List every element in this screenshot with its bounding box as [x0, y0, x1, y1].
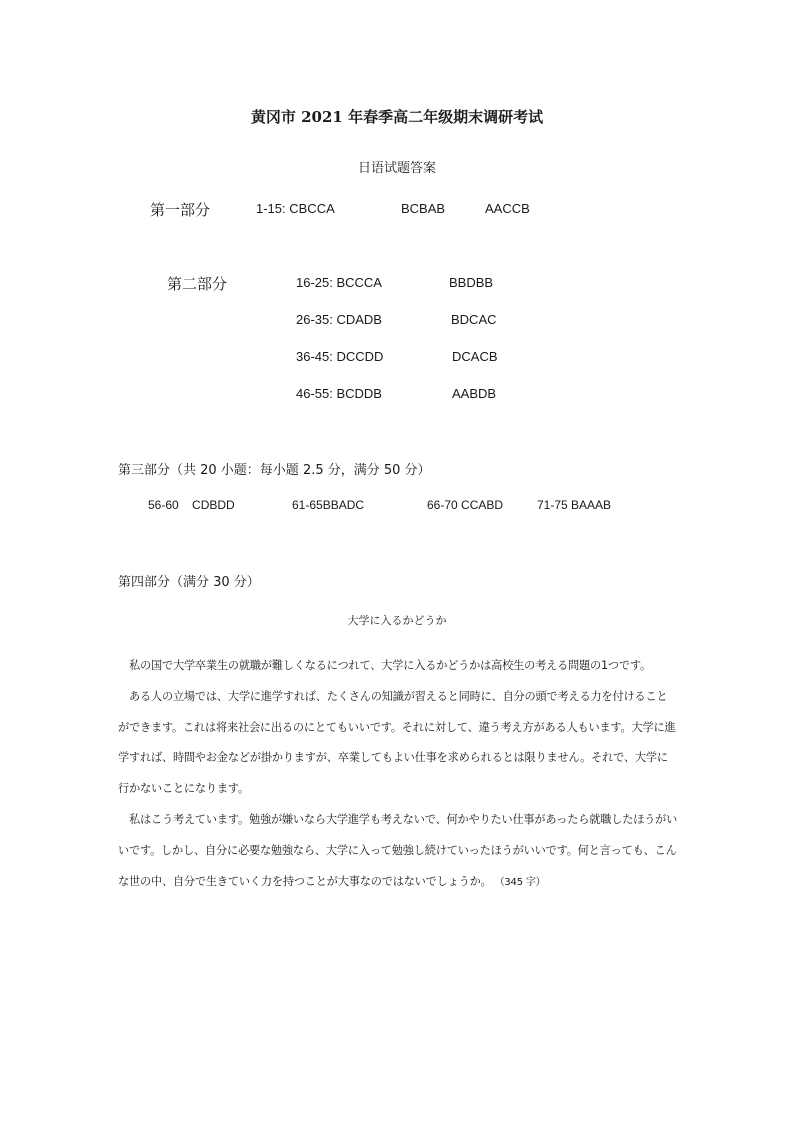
essay-paragraph-1: 私の国で大学卒業生の就職が難しくなるにつれて、大学に入るかどうかは高校生の考える問題の1つです。 [129, 659, 651, 672]
word-count: （345 字） [499, 876, 546, 888]
part4-heading: 第四部分（满分 30 分） [118, 575, 260, 590]
essay-title: 大学に入るかどうか [347, 614, 447, 627]
part3-answer-4: 71-75 BAAAB [537, 498, 612, 512]
part2-label: 第二部分 [167, 275, 228, 293]
essay-paragraph-3 [118, 805, 678, 898]
part3-answer-2: 61-65BBADC [292, 498, 365, 512]
part1-answer-3: AACCB [485, 201, 530, 216]
part3-heading: 第三部分（共 20 小题：每小题 2.5 分，满分 50 分） [118, 463, 431, 478]
essay-paragraph-2: ある人の立場では、大学に進学すれば、たくさんの知識が習えると同時に、自分の頭で考える力を付けることができます。これは将来社会に出るのにとてもいいです。それに対して、違う考え方がある人もいます。大学に進学すれば、時間やお金などが掛かりますが、卒業してもよい仕事を求められるとは限りません。それで、大学に行かないことになります。 [118, 689, 676, 796]
part1-label: 第一部分 [150, 201, 211, 219]
part2-row-2-b: BDCAC [451, 312, 497, 327]
document-title: 黄冈市 2021 年春季高二年级期末调研考试 [250, 108, 544, 126]
part1-answer-2: BCBAB [401, 201, 446, 216]
part2-row-3-a: 36-45: DCCDD [296, 349, 384, 364]
part2-row-2-a: 26-35: CDADB [296, 312, 382, 327]
part1-answer-1: 1-15: CBCCA [256, 201, 335, 216]
part3-answer-1: 56-60 CDBDD [148, 498, 235, 512]
part2-row-1-b: BBDBB [449, 275, 494, 290]
document-subtitle: 日语试题答案 [357, 161, 436, 176]
part2-row-4-b: AABDB [452, 386, 497, 401]
part2-row-4-a: 46-55: BCDDB [296, 386, 382, 401]
essay-paragraph-3-text: 私はこう考えています。勉強が嫌いなら大学進学も考えないで、何かやりたい仕事があったら就職したほうがいいです。しかし、自分に必要な勉強なら、大学に入って勉強し続けていったほうがいいです。何と言っても、こんな世の中、自分で生きていく力を持つことが大事なのではないでしょうか。 [118, 812, 678, 888]
essay-body [118, 651, 678, 898]
part2-row-3-b: DCACB [452, 349, 498, 364]
part2-row-1-a: 16-25: BCCCA [296, 275, 382, 290]
part3-answer-3: 66-70 CCABD [427, 498, 504, 512]
